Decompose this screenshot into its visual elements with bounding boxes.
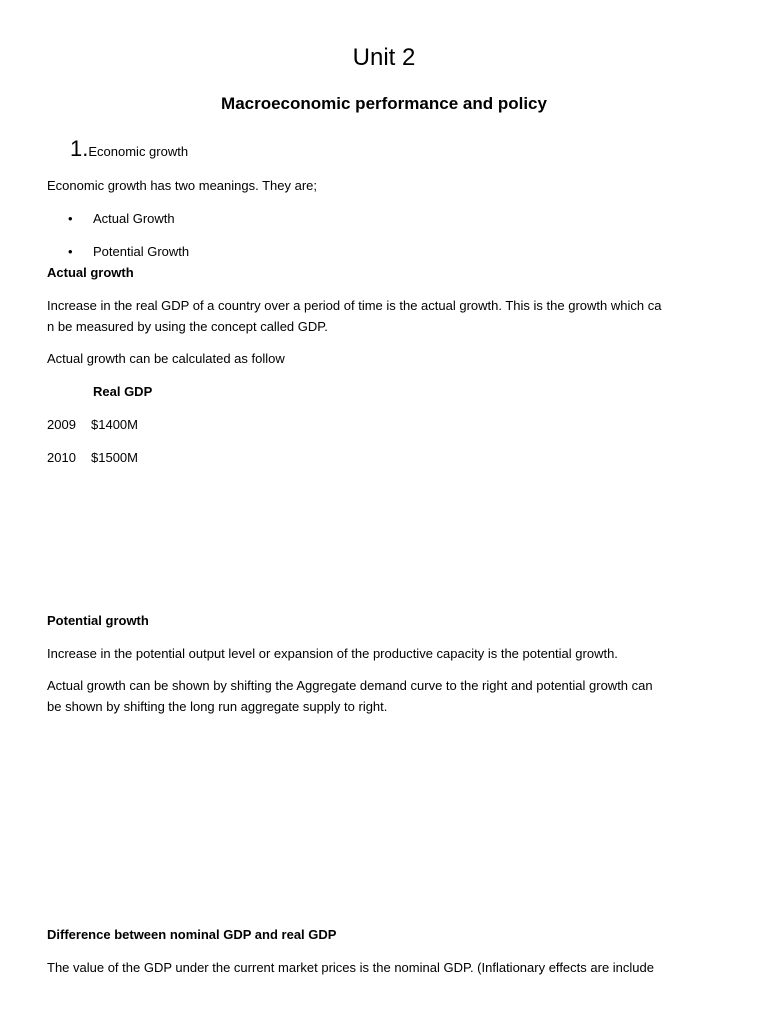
page-title: Unit 2 xyxy=(352,44,416,71)
potential-growth-heading: Potential growth xyxy=(47,613,149,628)
actual-growth-paragraph-line-1: Increase in the real GDP of a country over a period of time is the actual growth. This is the growth which ca xyxy=(47,298,662,313)
table-row-year: 2010 xyxy=(47,450,76,465)
calculation-intro: Actual growth can be calculated as follow xyxy=(47,351,285,366)
intro-text: Economic growth has two meanings. They are; xyxy=(47,178,318,193)
shift-paragraph-line-1: Actual growth can be shown by shifting the Aggregate demand curve to the right and potential growth can xyxy=(47,678,653,693)
actual-growth-paragraph-line-2: n be measured by using the concept called GDP. xyxy=(47,319,328,334)
list-item: Potential Growth xyxy=(93,244,190,259)
page-subtitle: Macroeconomic performance and policy xyxy=(221,94,547,113)
shift-paragraph-line-2: be shown by shifting the long run aggregate supply to right. xyxy=(47,699,388,714)
table-row-year: 2009 xyxy=(47,417,76,432)
section-heading-economic-growth xyxy=(70,136,188,163)
table-row-value: $1500M xyxy=(91,450,138,465)
nominal-gdp-paragraph: The value of the GDP under the current market prices is the nominal GDP. (Inflationary effects are include xyxy=(47,960,654,975)
table-row-value: $1400M xyxy=(91,417,138,432)
potential-growth-paragraph: Increase in the potential output level or expansion of the productive capacity is the potential growth. xyxy=(47,646,618,661)
actual-growth-heading: Actual growth xyxy=(47,265,134,280)
section-number: 1. xyxy=(70,136,89,161)
bullet-dot: • xyxy=(68,211,73,226)
table-header-real-gdp: Real GDP xyxy=(93,384,153,399)
bullet-dot: • xyxy=(68,244,73,259)
nominal-real-gdp-heading: Difference between nominal GDP and real GDP xyxy=(47,927,337,942)
list-item: Actual Growth xyxy=(93,211,175,226)
section-title: Economic growth xyxy=(88,144,189,159)
